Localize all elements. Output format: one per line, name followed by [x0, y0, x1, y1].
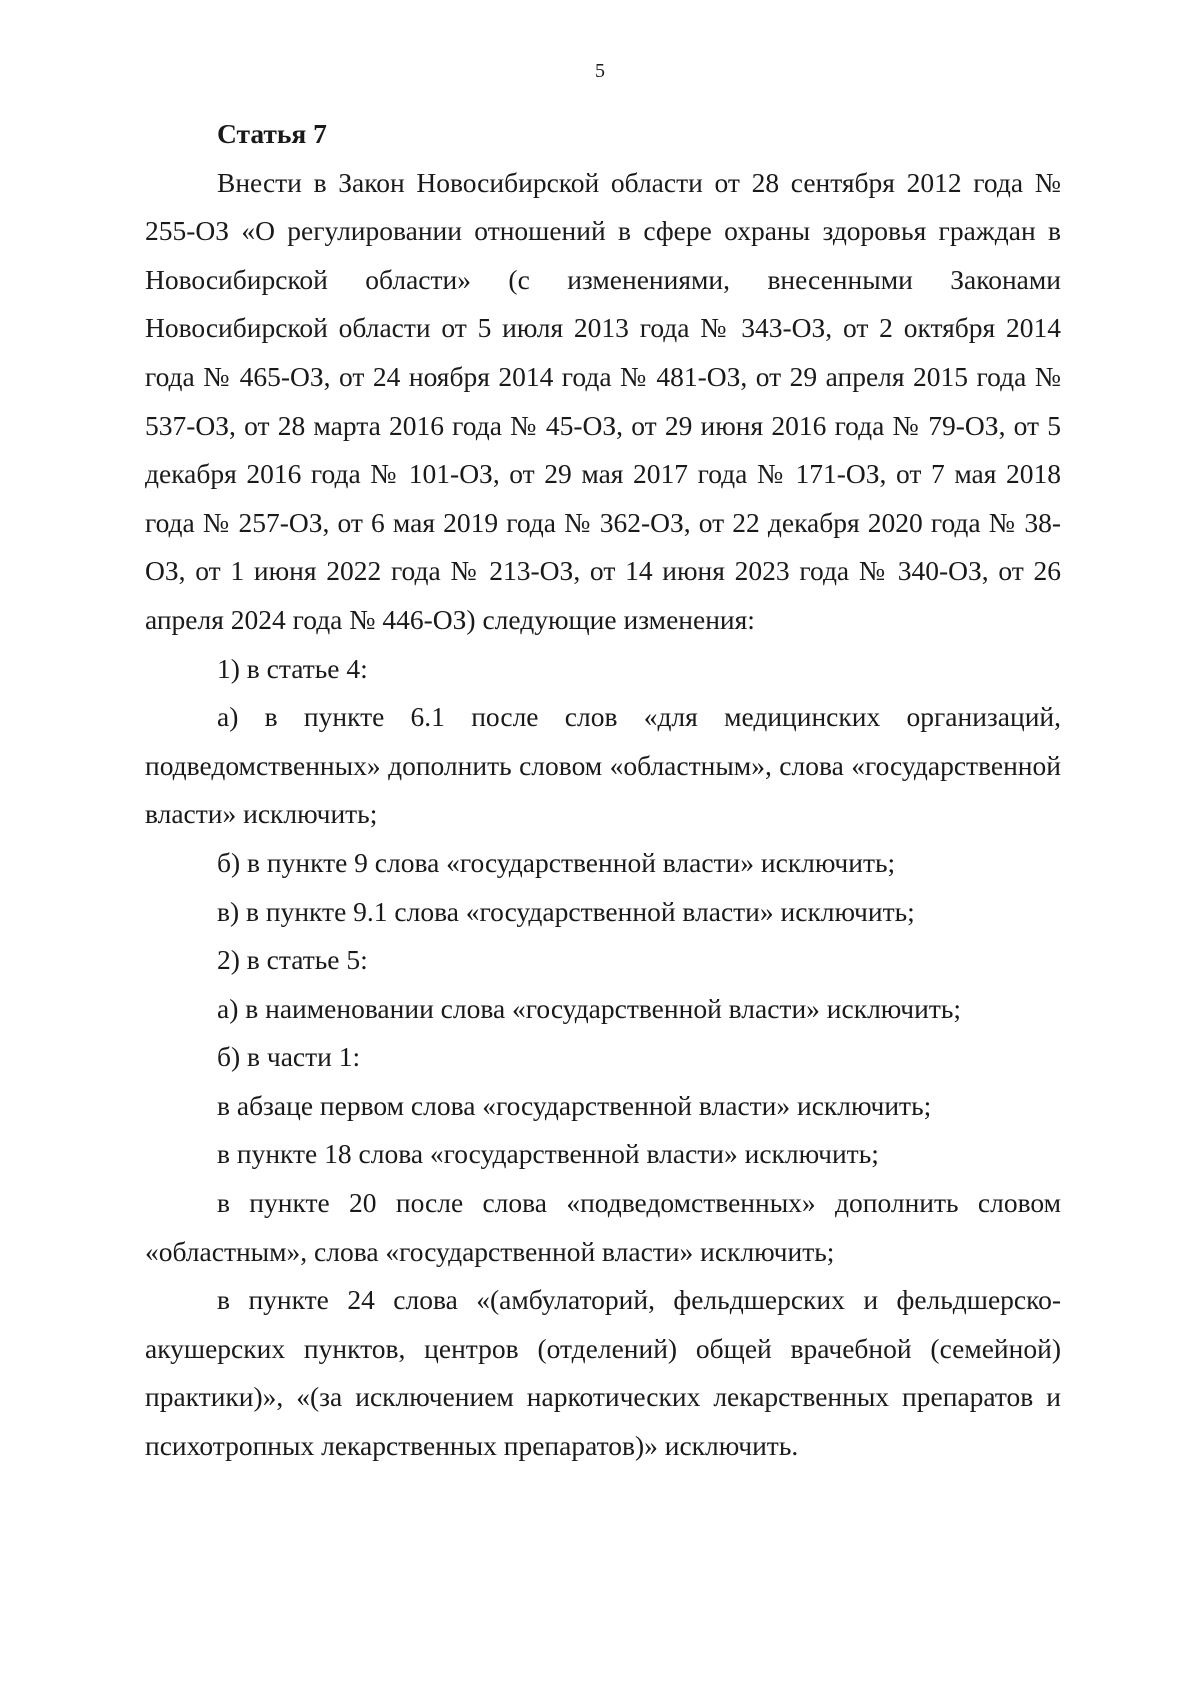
paragraph-point-24: в пункте 24 слова «(амбулаторий, фельдшерских и фельдшерско-акушерских пунктов, центров (отделений) общей врачебной (семейной) практики)», «(за исключением наркотических лекарственных препаратов и психотропных лекарственных препаратов)» исключить. [145, 1284, 1061, 1462]
article-heading: Статья 7 [217, 118, 327, 149]
paragraph-item-1: 1) в статье 4: [217, 652, 368, 684]
paragraph-item-2b: б) в части 1: [217, 1041, 361, 1073]
paragraph-item-2a: а) в наименовании слова «государственной власти» исключить; [217, 992, 962, 1024]
document-body [145, 110, 1061, 1471]
paragraph-point-18: в пункте 18 слова «государственной власти» исключить; [217, 1138, 879, 1170]
paragraph-item-1a: а) в пункте 6.1 после слов «для медицинских организаций, подведомственных» дополнить словом «областным», слова «государственной власти» исключить; [145, 701, 1061, 830]
paragraph-item-1c: в) в пункте 9.1 слова «государственной власти» исключить; [217, 895, 915, 927]
paragraph-intro: Внести в Закон Новосибирской области от 28 сентября 2012 года № 255-ОЗ «О регулировании отношений в сфере охраны здоровья граждан в Новосибирской области» (с изменениями, внесенными Законами Новосибирской области от 5 июля 2013 года № 343-ОЗ, от 2 октября 2014 года № 465-ОЗ, от 24 ноября 2014 года № 481-ОЗ, от 29 апреля 2015 года № 537-ОЗ, от 28 марта 2016 года № 45-ОЗ, от 29 июня 2016 года № 79-ОЗ, от 5 декабря 2016 года № 101-ОЗ, от 29 мая 2017 года № 171-ОЗ, от 7 мая 2018 года № 257-ОЗ, от 6 мая 2019 года № 362-ОЗ, от 22 декабря 2020 года № 38-ОЗ, от 1 июня 2022 года № 213-ОЗ, от 14 июня 2023 года № 340-ОЗ, от 26 апреля 2024 года № 446-ОЗ) следующие изменения: [145, 166, 1061, 635]
paragraph-item-2: 2) в статье 5: [217, 944, 368, 976]
paragraph-point-20: в пункте 20 после слова «подведомственных» дополнить словом «областным», слова «государственной власти» исключить; [145, 1187, 1061, 1267]
paragraph-item-1b: б) в пункте 9 слова «государственной власти» исключить; [217, 846, 896, 878]
paragraph-abzac-first: в абзаце первом слова «государственной власти» исключить; [217, 1089, 932, 1121]
page-number: 5 [595, 60, 605, 82]
